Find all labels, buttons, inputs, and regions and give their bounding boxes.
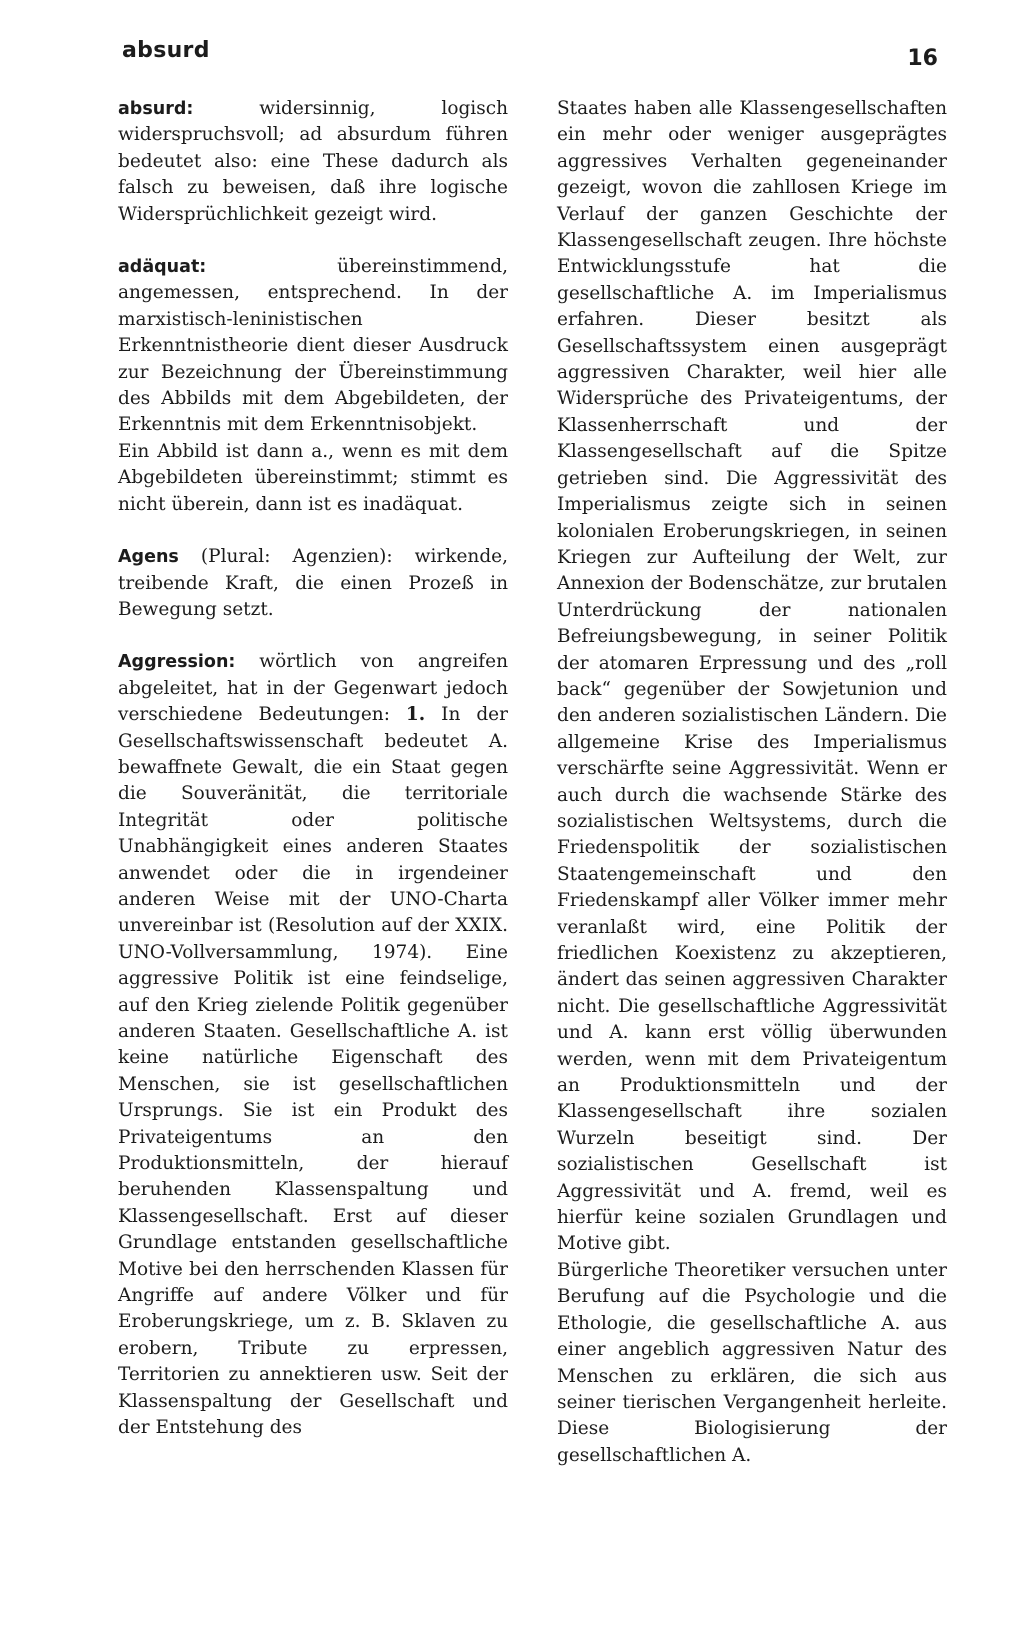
entry-text: (Plural: Agenzien): wirkende, treibende Kraft, die einen Prozeß in Bewegung setzt.	[118, 546, 508, 620]
entry-intro: wörtlich von angreifen abgeleitet, hat in der Gegenwart jedoch verschiedene Bedeutungen:	[118, 651, 508, 726]
left-column	[118, 96, 508, 1468]
page-number: 16	[907, 46, 938, 71]
entry-term: adäquat:	[118, 257, 207, 278]
entry-agens	[118, 544, 508, 623]
sense-number: 1.	[405, 704, 426, 726]
right-column	[557, 96, 947, 1469]
entry-text: widersinnig, logisch widerspruchsvoll; ad absurdum führen bedeutet also: eine These dadurch als falsch zu beweisen, daß ihre logische Widersprüchlichkeit gezeigt wird.	[118, 98, 508, 225]
entry-aggression	[118, 649, 508, 1441]
entry-paragraph: Ein Abbild ist dann a., wenn es mit dem Abgebildeten übereinstimmt; stimmt es nicht überein, dann ist es inadäquat.	[118, 440, 508, 515]
entry-text: übereinstimmend, angemessen, entsprechend. In der marxistisch-leninistischen Erkenntnistheorie dient dieser Ausdruck zur Bezeichnung der Übereinstimmung des Abbilds mit dem Abgebildeten, der Erkenntnis mit dem Erkenntnisobjekt.	[118, 256, 508, 436]
entry-text: In der Gesellschaftswissenschaft bedeutet A. bewaffnete Gewalt, die ein Staat gegen die Souveränität, die territoriale Integrität oder politische Unabhängigkeit eines anderen Staates anwendet oder die in irgendeiner anderen Weise mit der UNO-Charta unvereinbar ist (Resolution auf der XXIX. UNO-Vollversammlung, 1974). Eine aggressive Politik ist eine feindselige, auf den Krieg zielende Politik gegenüber anderen Staaten. Gesellschaftliche A. ist keine natürliche Eigenschaft des Menschen, sie ist gesellschaftlichen Ursprungs. Sie ist ein Produkt des Privateigentums an den Produktionsmitteln, der hierauf beruhenden Klassenspaltung und Klassengesellschaft. Erst auf dieser Grundlage entstanden gesellschaftliche Motive bei den herrschenden Klassen für Angriffe auf andere Völker und für Eroberungskriege, um z. B. Sklaven zu erobern, Tribute zu erpressen, Territorien zu annektieren usw. Seit der Klassenspaltung der Gesellschaft und der Entstehung des	[118, 704, 508, 1439]
running-head: absurd	[122, 38, 210, 63]
page-header	[122, 38, 938, 78]
entry-continuation: Staates haben alle Klassengesellschaften ein mehr oder weniger ausgeprägtes aggressives Verhalten gegeneinander gezeigt, wovon die zahllosen Kriege im Verlauf der ganzen Geschichte der Klassengesellschaft zeugen. Ihre höchste Entwicklungsstufe hat die gesellschaftliche A. im Imperialismus erfahren. Dieser besitzt als Gesellschaftssystem einen ausgeprägt aggressiven Charakter, weil hier alle Widersprüche des Privateigentums, der Klassenherrschaft und der Klassengesellschaft auf die Spitze getrieben sind. Die Aggressivität des Imperialismus zeigte sich in seinen kolonialen Eroberungskriegen, in seinen Kriegen zur Aufteilung der Welt, zur Annexion der Bodenschätze, zur brutalen Unterdrückung der nationalen Befreiungsbewegung, in seiner Politik der atomaren Erpressung und des „roll back“ gegenüber der Sowjetunion und den anderen sozialistischen Ländern. Die allgemeine Krise des Imperialismus verschärfte seine Aggressivität. Wenn er auch durch die wachsende Stärke des sozialistischen Weltsystems, durch die Friedenspolitik der sozialistischen Staatengemeinschaft und den Friedenskampf aller Völker immer mehr veranlaßt wird, eine Politik der friedlichen Koexistenz zu akzeptieren, ändert das seinen aggressiven Charakter nicht. Die gesellschaftliche Aggressivität und A. kann erst völlig überwunden werden, wenn mit dem Privateigentum an Produktionsmitteln und der Klassengesellschaft ihre sozialen Wurzeln beseitigt sind. Der sozialistischen Gesellschaft ist Aggressivität und A. fremd, weil es hierfür keine sozialen Grundlagen und Motive gibt.	[557, 98, 947, 1255]
entry-paragraph	[118, 254, 508, 439]
entry-term: Agens	[118, 547, 179, 568]
entry-term: Aggression:	[118, 652, 236, 673]
entry-term: absurd:	[118, 99, 194, 119]
entry-absurd	[118, 96, 508, 228]
entry-continuation: Bürgerliche Theoretiker versuchen unter Berufung auf die Psychologie und die Ethologie, die gesellschaftliche A. aus einer angeblich aggressiven Natur des Menschen zu erklären, die sich aus seiner tierischen Vergangenheit herleite. Diese Biologisierung der gesellschaftlichen A.	[557, 1259, 947, 1466]
entry-adaquat	[118, 254, 508, 518]
